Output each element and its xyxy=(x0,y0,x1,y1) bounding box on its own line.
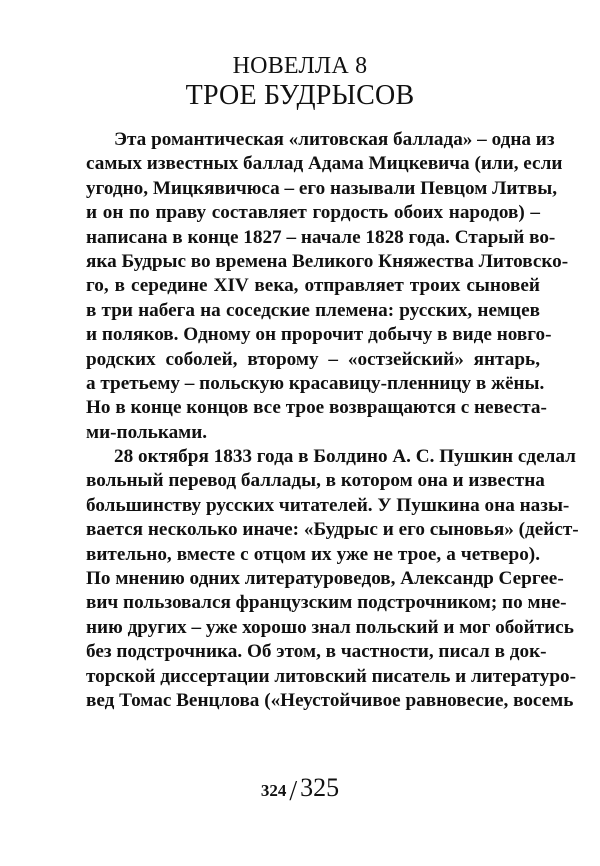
text-line: Эта романтическая «литовская баллада» – одна из xyxy=(114,129,555,150)
text-line: большинству русских читателей. У Пушкина она назы- xyxy=(86,494,570,516)
text-line: в три набега на соседские племена: русских, немцев xyxy=(86,299,540,321)
paragraph-1 xyxy=(86,128,569,445)
novella-label: НОВЕЛЛА 8 xyxy=(232,53,368,79)
text-line: самых известных баллад Адама Мицкевича (или, если xyxy=(86,153,563,175)
text-line: нию других – уже хорошо знал польский и мог обойтись xyxy=(86,616,574,638)
text-line: Но в конце концов все трое возвращаются с невеста- xyxy=(86,397,547,419)
chapter-heading xyxy=(0,52,600,111)
chapter-title: ТРОЕ БУДРЫСОВ xyxy=(185,80,415,111)
text-line: торской диссертации литовский писатель и литературо- xyxy=(86,665,576,687)
text-line: родских соболей, второму – «остзейский» янтарь, xyxy=(86,348,540,370)
current-page-number: 324 xyxy=(260,781,287,800)
text-line: угодно, Мицкявичюса – его называли Певцом Литвы, xyxy=(86,177,558,199)
text-line: и поляков. Одному он пророчит добычу в виде новго- xyxy=(86,324,552,346)
text-line: вич пользовался французским подстрочником; по мне- xyxy=(86,592,567,614)
text-line: го, в середине XIV века, отправляет троих сыновей xyxy=(86,275,540,297)
text-line: вительно, вместе с отцом их уже не трое, а четверо). xyxy=(86,543,540,565)
text-line: а третьему – польскую красавицу-пленницу в жёны. xyxy=(86,372,545,394)
text-line: вается несколько иначе: «Будрыс и его сыновья» (дейст- xyxy=(86,519,579,541)
text-line: яка Будрыс во времена Великого Княжества Литовско- xyxy=(86,250,569,272)
text-line: вольный перевод баллады, в котором она и известна xyxy=(86,470,545,492)
text-line: вед Томас Венцлова («Неустойчивое равновесие, восемь xyxy=(86,689,574,711)
paragraph-2 xyxy=(86,445,579,713)
text-line: без подстрочника. Об этом, в частности, писал в док- xyxy=(86,641,547,663)
total-pages-number: 325 xyxy=(300,773,340,802)
text-line: 28 октября 1833 года в Болдино А. С. Пушкин сделал xyxy=(114,446,576,468)
text-line: ми-польками. xyxy=(86,421,208,443)
text-line: написана в конце 1827 – начале 1828 года. Старый во- xyxy=(86,226,556,248)
text-line: По мнению одних литературоведов, Александр Сергее- xyxy=(86,568,564,590)
text-line: и он по праву составляет гордость обоих народов) – xyxy=(86,202,540,224)
page-number-footer xyxy=(0,772,600,807)
page-separator: / xyxy=(289,776,298,807)
body-text xyxy=(86,128,579,713)
